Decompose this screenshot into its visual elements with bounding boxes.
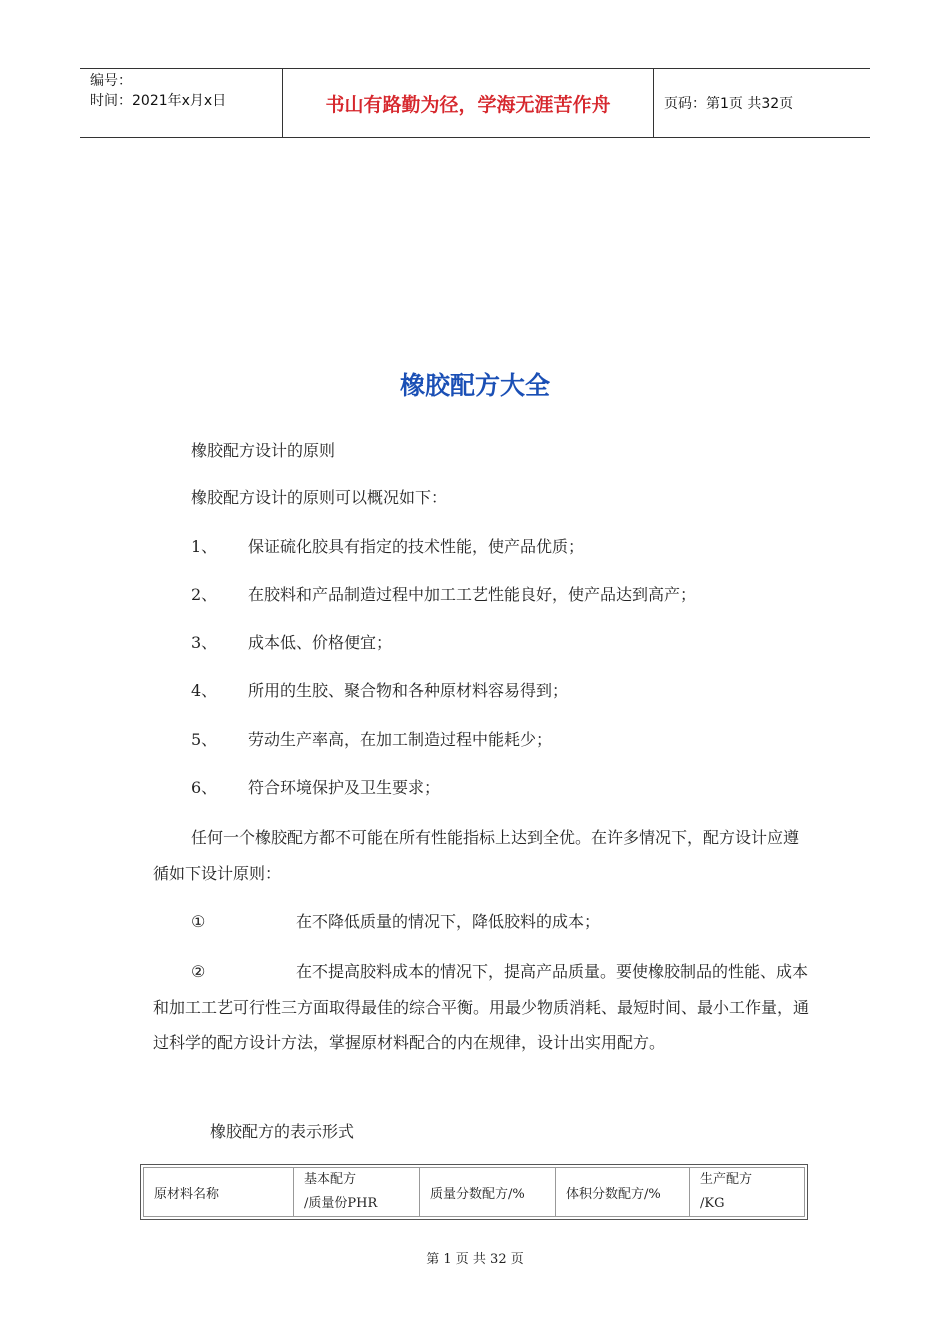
rule-item: [153, 954, 813, 1061]
table-header-cell: 质量分数配方/%: [420, 1168, 556, 1216]
table-header-cell: [294, 1168, 420, 1216]
table-header-cell: [690, 1168, 804, 1216]
header-page-label: 页码：第1页 共32页: [664, 96, 794, 112]
formula-table: [140, 1164, 808, 1220]
rule-number: ①: [191, 912, 206, 931]
principle-text: 保证硫化胶具有指定的技术性能，使产品优质；: [248, 537, 585, 556]
principle-number: 6、: [191, 778, 218, 797]
table-header-line: /KG: [700, 1196, 725, 1211]
document-title: 橡胶配方大全: [399, 371, 550, 400]
principle-text: 在胶料和产品制造过程中加工工艺性能良好，使产品达到高产；: [248, 585, 697, 604]
table-header-line: /质量份PHR: [304, 1196, 378, 1211]
principle-number: 3、: [191, 633, 218, 652]
page-header: [80, 68, 870, 138]
header-time-label: 时间：2021年x月x日: [90, 93, 227, 109]
paragraph-any-text: 任何一个橡胶配方都不可能在所有性能指标上达到全优。在许多情况下，配方设计应遵循如下设计原则：: [153, 828, 800, 883]
principle-number: 5、: [191, 730, 218, 749]
principle-text: 符合环境保护及卫生要求；: [248, 778, 441, 797]
principle-text: 成本低、价格便宜；: [248, 633, 393, 652]
table-header-row: [143, 1167, 805, 1217]
table-header-cell: 原材料名称: [144, 1168, 294, 1216]
header-motto: 书山有路勤为径，学海无涯苦作舟: [282, 69, 654, 137]
principle-item: [191, 776, 440, 800]
section1-heading: 橡胶配方设计的原则: [191, 441, 336, 460]
intro-text: 橡胶配方设计的原则可以概况如下：: [191, 488, 448, 507]
rule-text: 在不提高胶料成本的情况下，提高产品质量。要使橡胶制品的性能、成本和加工工艺可行性三方面取得最佳的综合平衡。用最少物质消耗、最短时间、最小工作量，通过科学的配方设计方法，掌握原材料配合的内在规律，设计出实用配方。: [153, 962, 810, 1052]
rule-text: 在不降低质量的情况下，降低胶料的成本；: [296, 912, 601, 931]
table-header-cell: 体积分数配方/%: [556, 1168, 690, 1216]
section2-heading: 橡胶配方的表示形式: [210, 1122, 355, 1141]
principle-number: 4、: [191, 681, 218, 700]
header-number-label: 编号：: [90, 73, 132, 89]
paragraph-any-formula: [153, 820, 813, 892]
principle-item: [191, 728, 552, 752]
principle-number: 2、: [191, 585, 218, 604]
table-header-line: 基本配方: [304, 1172, 357, 1187]
principle-item: [191, 583, 696, 607]
principle-item: [191, 535, 584, 559]
rule-item: [191, 910, 600, 934]
principle-number: 1、: [191, 537, 218, 556]
principle-text: 劳动生产率高，在加工制造过程中能耗少；: [248, 730, 553, 749]
table-header-line: 生产配方: [700, 1172, 753, 1187]
principle-text: 所用的生胶、聚合物和各种原材料容易得到；: [248, 681, 569, 700]
principle-item: [191, 631, 392, 655]
rule-number: ②: [191, 962, 206, 981]
principle-item: [191, 679, 568, 703]
page-footer: 第 1 页 共 32 页: [426, 1252, 524, 1267]
header-meta: [80, 69, 282, 137]
